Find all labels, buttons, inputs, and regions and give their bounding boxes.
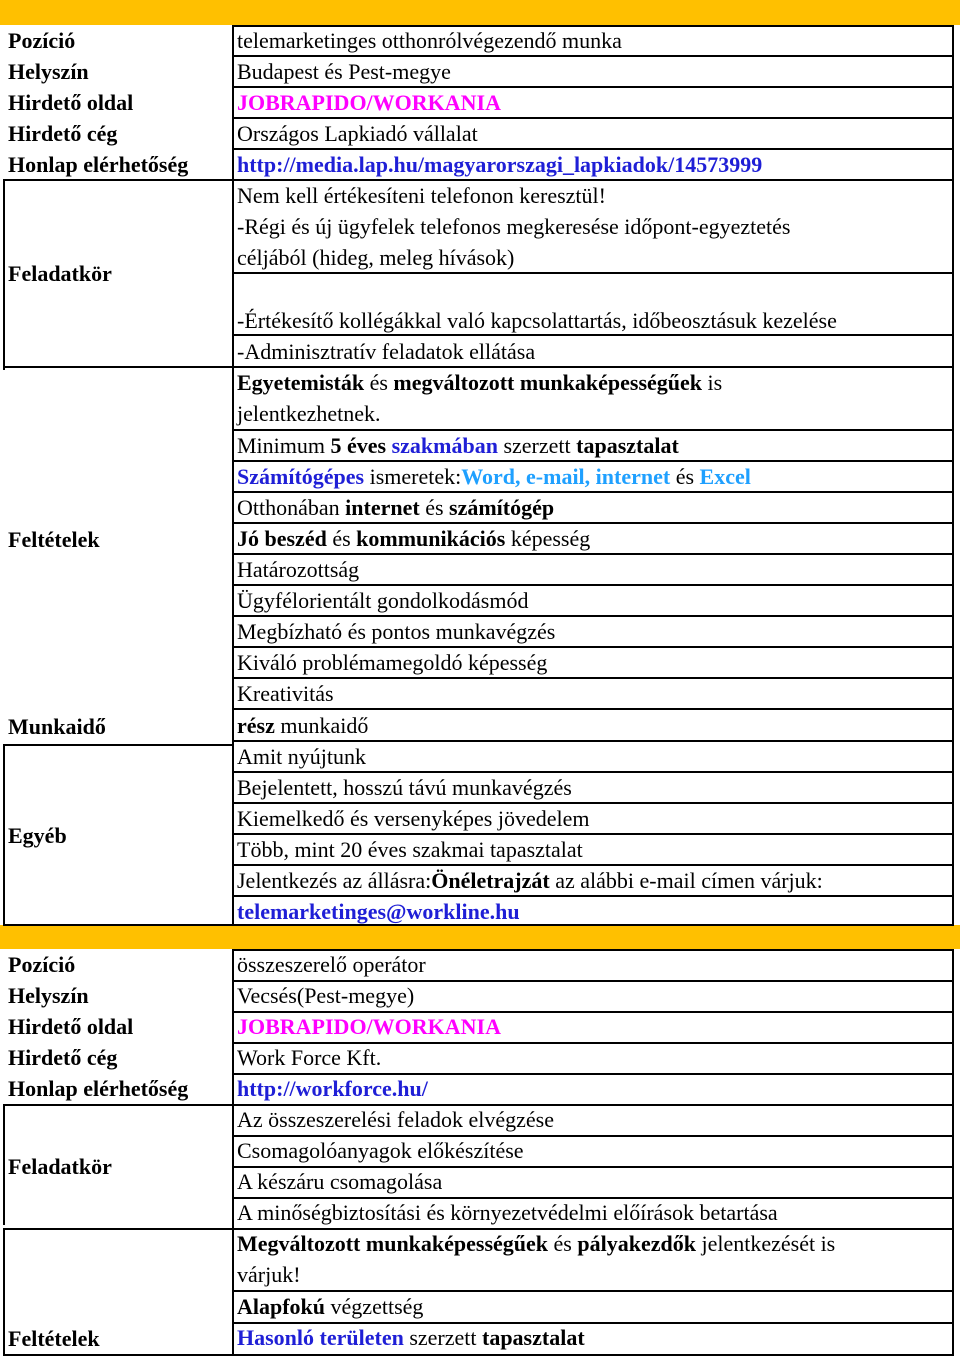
- feltetel-line: Megváltozott munkaképességűek és pályakezdők jelentkezését is: [237, 1231, 836, 1256]
- feladatkor-line: A készáru csomagolása: [237, 1169, 443, 1194]
- grid-line: [3, 180, 5, 370]
- grid-line: [232, 25, 234, 925]
- feltetel-line: Határozottság: [237, 557, 360, 582]
- feladatkor-line: -Régi és új ügyfelek telefonos megkeresése időpont-egyeztetés: [237, 214, 791, 239]
- feladatkor-line: -Értékesítő kollégákkal való kapcsolattartás, időbeosztásuk kezelése: [237, 308, 837, 333]
- feltetel-line: Megbízható és pontos munkavégzés: [237, 619, 556, 644]
- value-hirdeto-oldal[interactable]: JOBRAPIDO/WORKANIA: [237, 90, 502, 115]
- value-honlap-link[interactable]: http://media.lap.hu/magyarorszagi_lapkiadok/14573999: [237, 152, 763, 177]
- value-honlap-link[interactable]: http://workforce.hu/: [237, 1076, 428, 1101]
- email-link[interactable]: telemarketinges@workline.hu: [237, 899, 520, 924]
- feladatkor-line: Nem kell értékesíteni telefonon keresztül!: [237, 183, 606, 208]
- grid-line: [3, 745, 5, 925]
- feladatkor-line: céljából (hideg, meleg hívások): [237, 245, 515, 270]
- label-pozicio: Pozíció: [8, 28, 76, 53]
- label-munkaido: Munkaidő: [8, 714, 106, 739]
- feltetel-line: Egyetemisták és megváltozott munkaképességűek is: [237, 370, 723, 395]
- feltetel-line: Hasonló területen szerzett tapasztalat: [237, 1325, 585, 1350]
- value-helyszin: Vecsés(Pest-megye): [237, 983, 415, 1008]
- label-hirdeto-ceg: Hirdető cég: [8, 121, 118, 146]
- egyeb-line: Kiemelkedő és versenyképes jövedelem: [237, 806, 590, 831]
- value-pozicio: összeszerelő operátor: [237, 952, 426, 977]
- feltetel-line: Minimum 5 éves szakmában szerzett tapasztalat: [237, 433, 679, 458]
- label-hirdeto-oldal: Hirdető oldal: [8, 1014, 134, 1039]
- header-bar: [0, 0, 960, 25]
- value-helyszin: Budapest és Pest-megye: [237, 59, 451, 84]
- grid-line: [952, 25, 954, 925]
- feladatkor-line: Az összeszerelési feladok elvégzése: [237, 1107, 555, 1132]
- value-hirdeto-ceg: Országos Lapkiadó vállalat: [237, 121, 478, 146]
- value-hirdeto-oldal[interactable]: JOBRAPIDO/WORKANIA: [237, 1014, 502, 1039]
- label-helyszin: Helyszín: [8, 59, 89, 84]
- feltetel-line: Ügyfélorientált gondolkodásmód: [237, 588, 529, 613]
- feladatkor-line: Csomagolóanyagok előkészítése: [237, 1138, 524, 1163]
- label-feltetelek: Feltételek: [8, 527, 100, 552]
- grid-line: [3, 1228, 5, 1356]
- grid-line: [3, 1105, 5, 1225]
- value-munkaido: rész munkaidő: [237, 713, 369, 738]
- label-helyszin: Helyszín: [8, 983, 89, 1008]
- label-hirdeto-ceg: Hirdető cég: [8, 1045, 118, 1070]
- egyeb-line: Jelentkezés az állásra:Önéletrajzát az alábbi e-mail címen várjuk:: [237, 868, 823, 893]
- feltetel-line: Kiváló problémamegoldó képesség: [237, 650, 548, 675]
- value-hirdeto-ceg: Work Force Kft.: [237, 1045, 382, 1070]
- feltetel-line: jelentkezhetnek.: [237, 401, 381, 426]
- feladatkor-line: -Adminisztratív feladatok ellátása: [237, 339, 536, 364]
- feltetel-line: várjuk!: [237, 1262, 301, 1287]
- feltetel-line: Kreativitás: [237, 681, 334, 706]
- label-pozicio: Pozíció: [8, 952, 76, 977]
- feltetel-line: Alapfokú végzettség: [237, 1294, 424, 1319]
- label-hirdeto-oldal: Hirdető oldal: [8, 90, 134, 115]
- label-feltetelek: Feltételek: [8, 1326, 100, 1351]
- label-feladatkor: Feladatkör: [8, 261, 112, 286]
- label-egyeb: Egyéb: [8, 823, 67, 848]
- label-honlap: Honlap elérhetőség: [8, 152, 189, 177]
- egyeb-line: Több, mint 20 éves szakmai tapasztalat: [237, 837, 583, 862]
- separator-bar: [0, 925, 960, 949]
- feltetel-line: Otthonában internet és számítógép: [237, 495, 555, 520]
- egyeb-line: Bejelentett, hosszú távú munkavégzés: [237, 775, 572, 800]
- label-feladatkor: Feladatkör: [8, 1154, 112, 1179]
- feltetel-line: Jó beszéd és kommunikációs képesség: [237, 526, 591, 551]
- feltetel-line: Számítógépes ismeretek:Word, e-mail, internet és Excel: [237, 464, 751, 489]
- label-honlap: Honlap elérhetőség: [8, 1076, 189, 1101]
- egyeb-line: Amit nyújtunk: [237, 744, 366, 769]
- feladatkor-line: A minőségbiztosítási és környezetvédelmi előírások betartása: [237, 1200, 778, 1225]
- value-pozicio: telemarketinges otthonrólvégezendő munka: [237, 28, 622, 53]
